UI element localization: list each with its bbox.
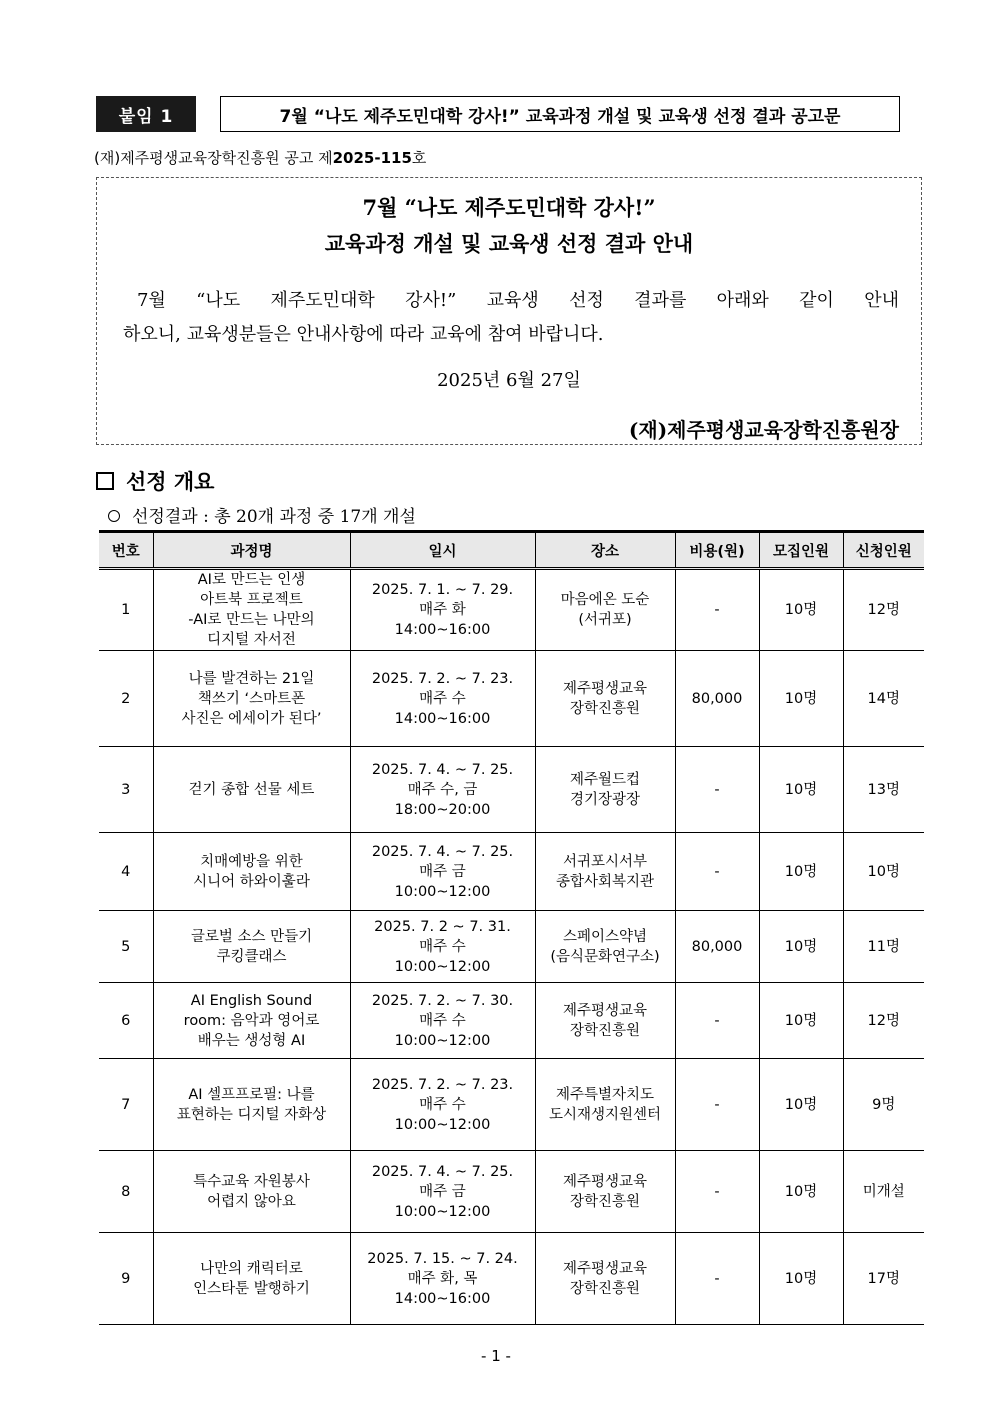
cell-course-line: 걷기 종합 선물 세트 [188, 781, 315, 798]
cell-place-line: 제주평생교육 [562, 1002, 648, 1019]
circle-bullet-icon [108, 510, 120, 522]
table-row [99, 1233, 924, 1325]
header-recruit: 모집인원 [759, 532, 843, 569]
cell-recruit: 10명 [759, 833, 843, 911]
cell-number: 8 [99, 1151, 153, 1233]
cell-schedule-line: 매주 수 [419, 690, 466, 707]
cell-schedule [350, 747, 535, 833]
cell-course-line: 글로벌 소스 만들기 [190, 928, 313, 945]
cell-applied: 12명 [843, 569, 924, 651]
cell-place-line: 제주평생교육 [562, 1173, 648, 1190]
cell-schedule-line: 매주 금 [419, 863, 466, 880]
header-number: 번호 [99, 532, 153, 569]
cell-place-line: (서귀포) [578, 612, 632, 628]
cell-course-line: room: 음악과 영어로 [183, 1012, 320, 1029]
cell-schedule-line: 2025. 7. 4. ~ 7. 25. [371, 761, 514, 778]
cell-schedule-line: 2025. 7. 2 ~ 7. 31. [374, 918, 511, 935]
cell-course [153, 983, 350, 1059]
cell-cost: - [675, 1059, 759, 1151]
cell-schedule-line: 18:00~20:00 [394, 801, 491, 818]
cell-course-line: AI 셀프프로필: 나를 [188, 1086, 315, 1103]
table-row [99, 569, 924, 651]
section-subtitle-text: 선정결과 : 총 20개 과정 중 17개 개설 [132, 507, 416, 527]
notice-title-line1: 7월 “나도 제주도민대학 강사!” [362, 195, 656, 220]
cell-number: 4 [99, 833, 153, 911]
header-schedule: 일시 [350, 532, 535, 569]
cell-course-line: 사진은 에세이가 된다’ [181, 710, 322, 727]
cell-course-line: -AI로 만드는 나만의 [188, 612, 315, 628]
header-cost: 비용(원) [675, 532, 759, 569]
cell-place [535, 1233, 675, 1325]
cell-schedule-line: 14:00~16:00 [394, 1290, 491, 1307]
cell-schedule [350, 911, 535, 983]
cell-schedule-line: 2025. 7. 15. ~ 7. 24. [367, 1250, 518, 1267]
table-header-row [99, 532, 924, 569]
header-course: 과정명 [153, 532, 350, 569]
cell-place [535, 1151, 675, 1233]
cell-place [535, 569, 675, 651]
cell-place-line: 장학진흥원 [569, 1022, 641, 1039]
cell-schedule-line: 매주 금 [419, 1183, 466, 1200]
table-body [99, 569, 924, 1325]
cell-schedule-line: 2025. 7. 4. ~ 7. 25. [371, 1163, 514, 1180]
cell-recruit: 10명 [759, 1233, 843, 1325]
cell-place [535, 911, 675, 983]
cell-place-line: 장학진흥원 [569, 1280, 641, 1297]
cell-schedule [350, 1151, 535, 1233]
cell-schedule-line: 2025. 7. 2. ~ 7. 23. [371, 670, 514, 687]
cell-course-line: 표현하는 디지털 자화상 [176, 1106, 327, 1123]
notice-title-line2: 교육과정 개설 및 교육생 선정 결과 안내 [324, 231, 694, 256]
cell-place-line: 도시재생지원센터 [548, 1106, 662, 1123]
cell-schedule-line: 2025. 7. 4. ~ 7. 25. [371, 843, 514, 860]
cell-number: 2 [99, 651, 153, 747]
cell-course [153, 833, 350, 911]
cell-schedule [350, 833, 535, 911]
cell-schedule-line: 매주 수 [419, 938, 466, 955]
attachment-title: 7월 “나도 제주도민대학 강사!” 교육과정 개설 및 교육생 선정 결과 공고문 [220, 96, 900, 132]
cell-course-line: 인스타툰 발행하기 [193, 1280, 310, 1297]
cell-place-line: 제주월드컵 [569, 771, 641, 788]
cell-course-line: 특수교육 자원봉사 [193, 1173, 310, 1190]
cell-course-line: 아트북 프로젝트 [200, 592, 303, 608]
cell-place-line: 경기장광장 [569, 791, 641, 808]
cell-schedule-line: 매주 수 [419, 1096, 466, 1113]
cell-cost: - [675, 1233, 759, 1325]
cell-cost: - [675, 983, 759, 1059]
table-row [99, 1059, 924, 1151]
cell-course-line: 나를 발견하는 21일 [188, 670, 315, 687]
cell-place-line: 제주평생교육 [562, 680, 648, 697]
notice-number-value: 2025-115 [332, 149, 412, 167]
cell-place-line: 서귀포시서부 [562, 853, 648, 870]
cell-place-line: 제주평생교육 [562, 1260, 648, 1277]
cell-schedule-line: 매주 수 [419, 1012, 466, 1029]
table-row [99, 983, 924, 1059]
cell-schedule-line: 10:00~12:00 [394, 1203, 491, 1220]
cell-place-line: 제주특별자치도 [555, 1086, 655, 1103]
cell-schedule-line: 10:00~12:00 [394, 1032, 491, 1049]
cell-course [153, 1151, 350, 1233]
cell-place-line: 종합사회복지관 [555, 873, 655, 890]
cell-schedule-line: 2025. 7. 2. ~ 7. 30. [371, 992, 514, 1009]
cell-cost: 80,000 [675, 911, 759, 983]
cell-place-line: 스페이스약념 [562, 928, 648, 945]
notice-prefix: (재)제주평생교육장학진흥원 공고 제 [94, 149, 333, 167]
section-subtitle [108, 502, 416, 527]
cell-applied: 11명 [843, 911, 924, 983]
cell-course-line: AI English Sound [190, 992, 313, 1009]
cell-schedule-line: 10:00~12:00 [394, 958, 491, 975]
cell-recruit: 10명 [759, 569, 843, 651]
cell-recruit: 10명 [759, 1151, 843, 1233]
cell-course-line: 어렵지 않아요 [207, 1193, 296, 1210]
cell-applied: 17명 [843, 1233, 924, 1325]
cell-place [535, 747, 675, 833]
cell-cost: - [675, 1151, 759, 1233]
table-row [99, 911, 924, 983]
cell-schedule-line: 10:00~12:00 [394, 883, 491, 900]
cell-recruit: 10명 [759, 747, 843, 833]
cell-applied: 13명 [843, 747, 924, 833]
cell-number: 5 [99, 911, 153, 983]
notice-suffix: 호 [411, 149, 427, 167]
table-row [99, 1151, 924, 1233]
cell-course-line: 배우는 생성형 AI [197, 1032, 306, 1049]
table-row [99, 833, 924, 911]
cell-schedule-line: 2025. 7. 2. ~ 7. 23. [371, 1076, 514, 1093]
cell-schedule-line: 2025. 7. 1. ~ 7. 29. [371, 582, 514, 598]
cell-schedule-line: 매주 화, 목 [407, 1270, 478, 1287]
cell-course-line: AI로 만드는 인생 [197, 572, 306, 588]
cell-place-line: 장학진흥원 [569, 1193, 641, 1210]
cell-cost: - [675, 833, 759, 911]
cell-schedule-line: 매주 수, 금 [407, 781, 478, 798]
cell-schedule [350, 1059, 535, 1151]
notice-number [94, 147, 426, 168]
cell-schedule [350, 569, 535, 651]
cell-place [535, 1059, 675, 1151]
cell-cost: - [675, 569, 759, 651]
notice-body-line1: 7월 “나도 제주도민대학 강사!” 교육생 선정 결과를 아래와 같이 안내 [137, 290, 899, 311]
cell-course-line: 시니어 하와이훌라 [193, 873, 310, 890]
cell-number: 7 [99, 1059, 153, 1151]
cell-recruit: 10명 [759, 983, 843, 1059]
cell-place-line: (음식문화연구소) [550, 948, 660, 965]
notice-box [96, 177, 922, 445]
cell-schedule-line: 14:00~16:00 [394, 710, 491, 727]
cell-course [153, 911, 350, 983]
cell-applied: 10명 [843, 833, 924, 911]
cell-course [153, 1059, 350, 1151]
cell-course-line: 쿠킹클래스 [216, 948, 287, 965]
cell-place [535, 651, 675, 747]
cell-number: 6 [99, 983, 153, 1059]
cell-applied: 14명 [843, 651, 924, 747]
cell-place-line: 장학진흥원 [569, 700, 641, 717]
attachment-header [96, 96, 841, 132]
cell-schedule-line: 매주 화 [419, 602, 466, 618]
cell-schedule [350, 1233, 535, 1325]
notice-date: 2025년 6월 27일 [437, 370, 581, 391]
cell-place-line: 마음에온 도순 [560, 592, 650, 608]
cell-cost: - [675, 747, 759, 833]
cell-course [153, 747, 350, 833]
header-applied: 신청인원 [843, 532, 924, 569]
cell-schedule [350, 651, 535, 747]
section-title: 선정 개요 [126, 470, 215, 494]
course-table [99, 530, 924, 1325]
cell-course-line: 나만의 캐릭터로 [200, 1260, 303, 1277]
cell-number: 1 [99, 569, 153, 651]
table-row [99, 651, 924, 747]
cell-course-line: 치매예방을 위한 [200, 853, 303, 870]
cell-course [153, 1233, 350, 1325]
cell-course [153, 569, 350, 651]
cell-number: 9 [99, 1233, 153, 1325]
notice-body [123, 284, 899, 352]
cell-place [535, 983, 675, 1059]
section-heading [96, 466, 214, 496]
page-number: - 1 - [481, 1347, 511, 1365]
cell-recruit: 10명 [759, 651, 843, 747]
cell-course-line: 책쓰기 ‘스마트폰 [197, 690, 306, 707]
cell-recruit: 10명 [759, 1059, 843, 1151]
checkbox-icon [96, 472, 114, 490]
cell-applied: 9명 [843, 1059, 924, 1151]
cell-schedule [350, 983, 535, 1059]
cell-schedule-line: 10:00~12:00 [394, 1116, 491, 1133]
table-row [99, 747, 924, 833]
attachment-tag: 붙임 1 [96, 96, 196, 132]
cell-applied: 12명 [843, 983, 924, 1059]
cell-course [153, 651, 350, 747]
cell-recruit: 10명 [759, 911, 843, 983]
cell-place [535, 833, 675, 911]
cell-schedule-line: 14:00~16:00 [394, 622, 491, 638]
header-place: 장소 [535, 532, 675, 569]
cell-applied: 미개설 [843, 1151, 924, 1233]
notice-organization: (재)제주평생교육장학진흥원장 [628, 418, 899, 442]
cell-course-line: 디지털 자서전 [207, 632, 296, 648]
cell-number: 3 [99, 747, 153, 833]
notice-body-line2: 하오니, 교육생분들은 안내사항에 따라 교육에 참여 바랍니다. [123, 324, 604, 345]
cell-cost: 80,000 [675, 651, 759, 747]
